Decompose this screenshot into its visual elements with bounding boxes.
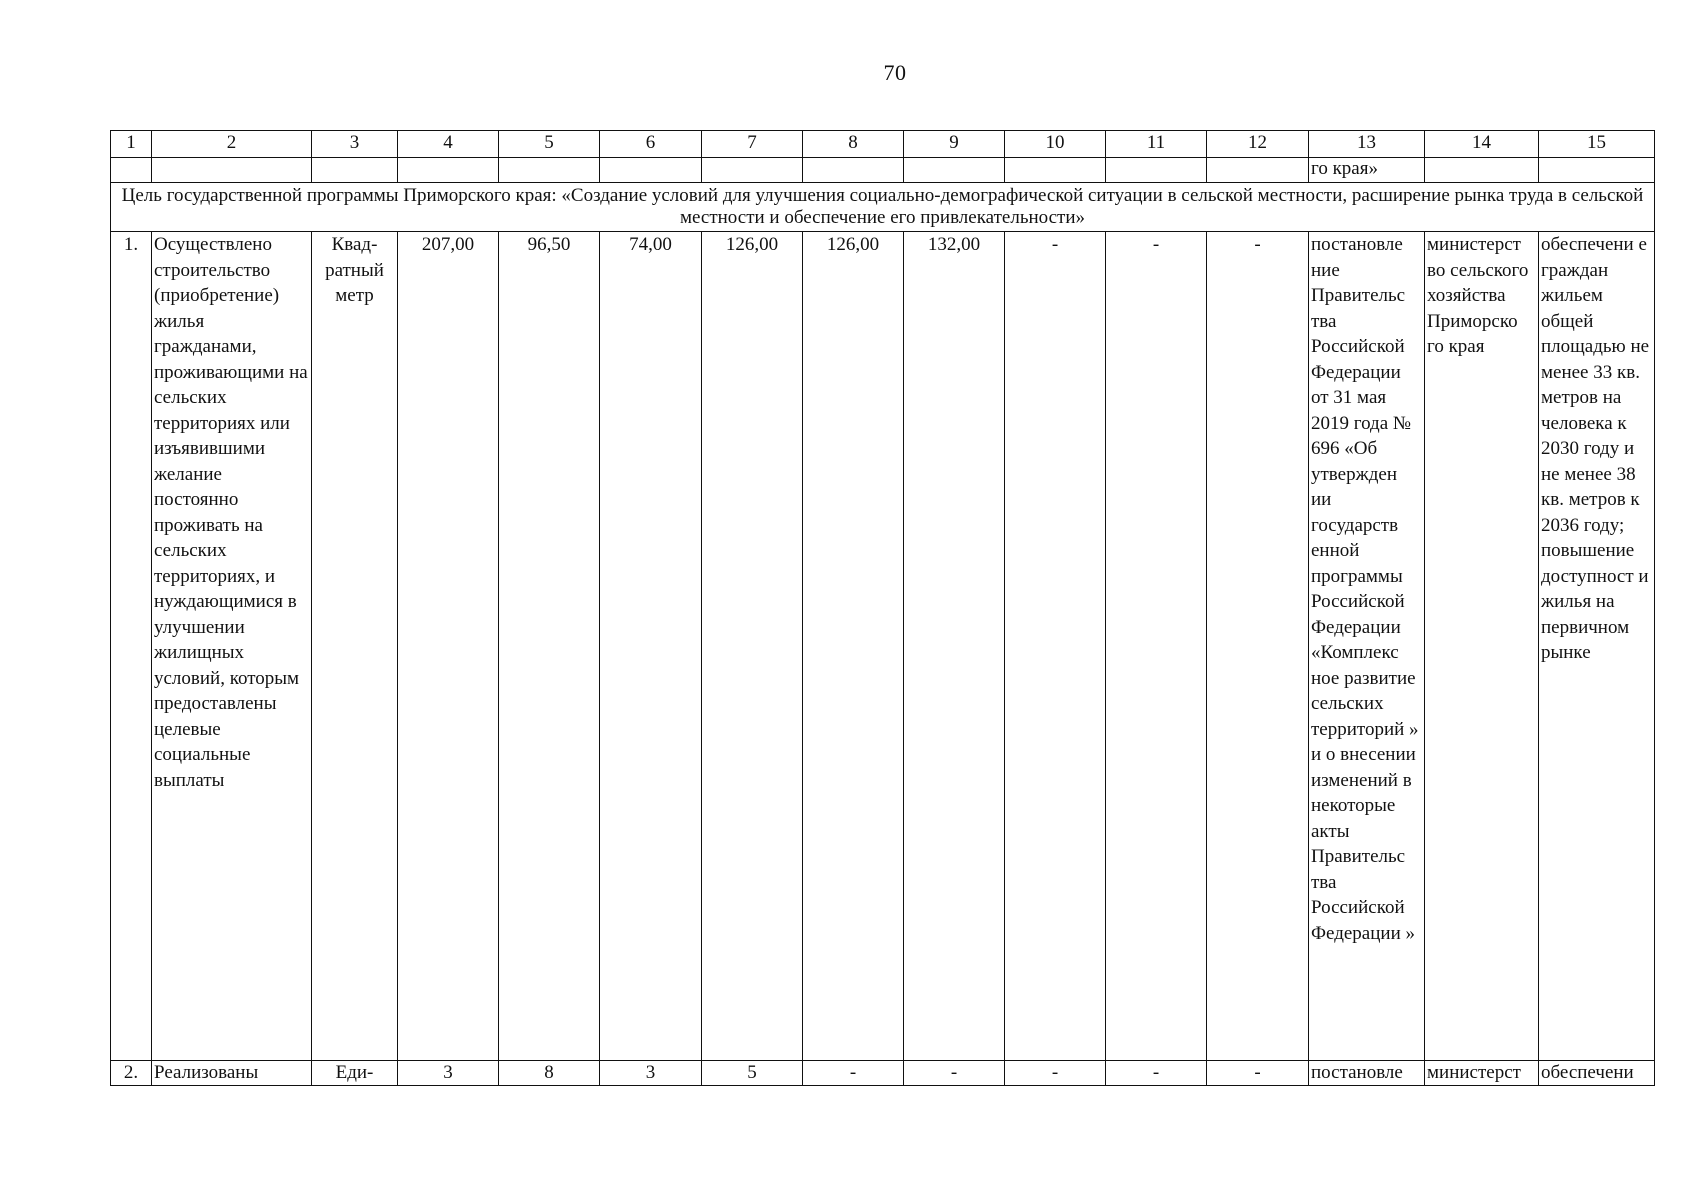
value-col-4: 207,00: [398, 232, 499, 1061]
table-row: [111, 232, 1655, 1061]
indicators-table: [110, 130, 1655, 1086]
cont-cell: [111, 158, 152, 183]
legal-basis: постановле: [1309, 1061, 1425, 1086]
value-col-12: -: [1207, 1061, 1309, 1086]
goal-row: [111, 183, 1655, 232]
responsible-body: министерст во сельского хозяйства Приморско го края: [1425, 232, 1539, 1061]
col-header-4: 4: [398, 131, 499, 158]
value-col-7: 5: [702, 1061, 803, 1086]
cont-cell: [398, 158, 499, 183]
cont-cell: [600, 158, 702, 183]
column-number-row: [111, 131, 1655, 158]
value-col-11: -: [1106, 1061, 1207, 1086]
value-col-8: -: [803, 1061, 904, 1086]
col-header-15: 15: [1539, 131, 1655, 158]
col-header-14: 14: [1425, 131, 1539, 158]
cont-cell-basis: го края»: [1309, 158, 1425, 183]
table-row: [111, 1061, 1655, 1086]
expected-result: обеспечени: [1539, 1061, 1655, 1086]
col-header-9: 9: [904, 131, 1005, 158]
responsible-body: министерст: [1425, 1061, 1539, 1086]
cont-cell: [1207, 158, 1309, 183]
value-col-7: 126,00: [702, 232, 803, 1061]
col-header-10: 10: [1005, 131, 1106, 158]
row-number: 1.: [111, 232, 152, 1061]
col-header-5: 5: [499, 131, 600, 158]
col-header-3: 3: [312, 131, 398, 158]
cont-cell: [803, 158, 904, 183]
cont-cell: [1005, 158, 1106, 183]
col-header-13: 13: [1309, 131, 1425, 158]
legal-basis: постановле ние Правительс тва Российской Федерации от 31 мая 2019 года № 696 «Об утвержден ии государств енной программы Российской Федерации «Комплекс ное развитие сельских территорий » и о внесении изменений в некоторые акты Правительс тва Российской Федерации »: [1309, 232, 1425, 1061]
page-number: 70: [883, 60, 907, 85]
cont-cell: [1106, 158, 1207, 183]
unit-of-measure: Еди-: [312, 1061, 398, 1086]
value-col-6: 74,00: [600, 232, 702, 1061]
col-header-12: 12: [1207, 131, 1309, 158]
value-col-5: 96,50: [499, 232, 600, 1061]
value-col-6: 3: [600, 1061, 702, 1086]
cont-cell: [1539, 158, 1655, 183]
program-goal: Цель государственной программы Приморского края: «Создание условий для улучшения социально-демографической ситуации в сельской местности, расширение рынка труда в сельской местности и обеспечение его привлекательности»: [111, 183, 1655, 232]
row-number: 2.: [111, 1061, 152, 1086]
col-header-8: 8: [803, 131, 904, 158]
cont-cell: [152, 158, 312, 183]
value-col-5: 8: [499, 1061, 600, 1086]
indicator-name: Реализованы: [152, 1061, 312, 1086]
col-header-7: 7: [702, 131, 803, 158]
cont-cell: [1425, 158, 1539, 183]
cont-cell: [702, 158, 803, 183]
expected-result: обеспечени е граждан жильем общей площадью не менее 33 кв. метров на человека к 2030 году и не менее 38 кв. метров к 2036 году; повышение доступност и жилья на первичном рынке: [1539, 232, 1655, 1061]
value-col-10: -: [1005, 1061, 1106, 1086]
cont-cell: [499, 158, 600, 183]
continuation-row: [111, 158, 1655, 183]
value-col-9: -: [904, 1061, 1005, 1086]
col-header-11: 11: [1106, 131, 1207, 158]
col-header-6: 6: [600, 131, 702, 158]
value-col-12: -: [1207, 232, 1309, 1061]
value-col-11: -: [1106, 232, 1207, 1061]
indicator-name: Осуществлено строительство (приобретение) жилья гражданами, проживающими на сельских территориях или изъявившими желание постоянно проживать на сельских территориях, и нуждающимися в улучшении жилищных условий, которым предоставлены целевые социальные выплаты: [152, 232, 312, 1061]
unit-of-measure: Квад-ратный метр: [312, 232, 398, 1061]
value-col-9: 132,00: [904, 232, 1005, 1061]
cont-cell: [312, 158, 398, 183]
col-header-2: 2: [152, 131, 312, 158]
cont-cell: [904, 158, 1005, 183]
col-header-1: 1: [111, 131, 152, 158]
value-col-10: -: [1005, 232, 1106, 1061]
value-col-4: 3: [398, 1061, 499, 1086]
value-col-8: 126,00: [803, 232, 904, 1061]
